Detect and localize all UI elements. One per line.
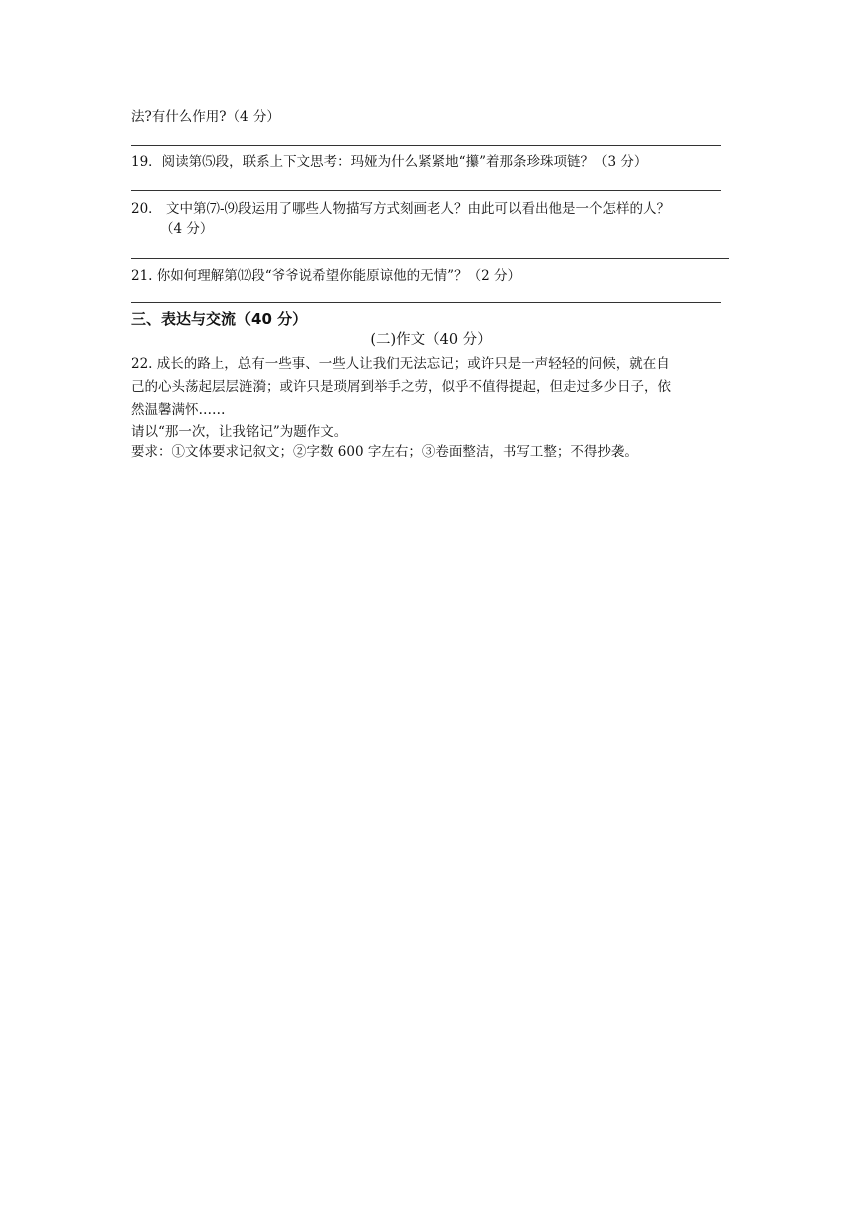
section-3-heading: 三、表达与交流（40 分） [131, 310, 308, 328]
essay-prompt: 请以“那一次，让我铭记”为题作文。 [131, 424, 348, 440]
question-22-line1: 22. 成长的路上，总有一些事、一些人让我们无法忘记；或许只是一声轻轻的问候，就在自 [131, 356, 670, 372]
question-19: 19．阅读第⑸段，联系上下文思考：玛娅为什么紧紧地“攥”着那条珍珠项链？（3 分） [131, 154, 648, 170]
question-20-line2: （4 分） [160, 221, 214, 237]
question-21: 21. 你如何理解第⑿段“爷爷说希望你能原谅他的无情”？（2 分） [131, 268, 521, 284]
answer-line-19 [131, 190, 721, 191]
question-22-line3: 然温馨满怀…… [131, 402, 226, 418]
essay-requirements: 要求：①文体要求记叙文；②字数 600 字左右；③卷面整洁，书写工整；不得抄袭。 [131, 444, 638, 460]
question-20-line1: 20． 文中第⑺-⑼段运用了哪些人物描写方式刻画老人？由此可以看出他是一个怎样的人？ [131, 201, 671, 217]
essay-heading: (二)作文（40 分） [370, 332, 492, 348]
question-18-tail: 法?有什么作用?（4 分） [131, 109, 280, 125]
answer-line-20 [131, 258, 729, 259]
answer-line-21 [131, 302, 721, 303]
question-22-line2: 己的心头荡起层层涟漪；或许只是琐屑到举手之劳，似乎不值得提起，但走过多少日子，依 [131, 379, 671, 395]
answer-line-18 [131, 145, 721, 146]
